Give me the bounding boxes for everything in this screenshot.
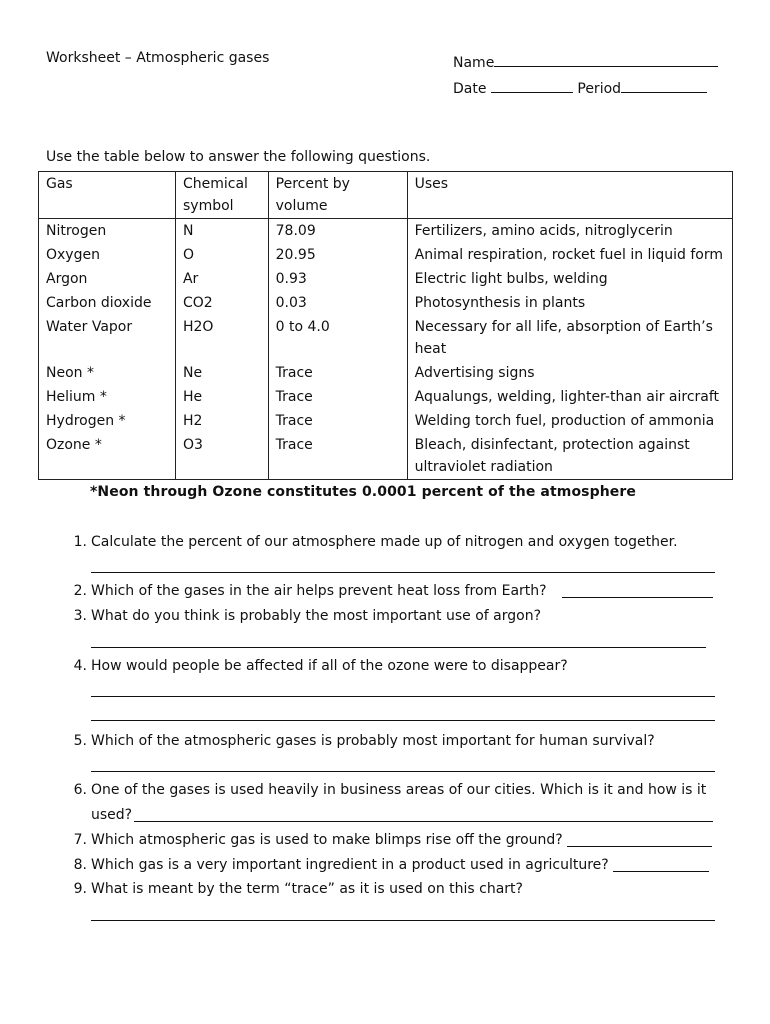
answer-line[interactable] xyxy=(91,647,706,648)
cell-gas: Carbon dioxide xyxy=(39,291,176,315)
answer-line[interactable] xyxy=(91,720,715,721)
question-number: 3. xyxy=(73,608,87,624)
cell-gas: Oxygen xyxy=(39,243,176,267)
table-row xyxy=(39,433,733,480)
table-row xyxy=(39,291,733,315)
name-date-block xyxy=(453,50,718,102)
question-text: Which of the gases in the air helps prevent heat loss from Earth? xyxy=(91,583,547,599)
cell-percent: Trace xyxy=(268,409,407,433)
question-text: Which gas is a very important ingredient in a product used in agriculture? xyxy=(91,857,609,873)
table-row xyxy=(39,361,733,385)
name-label: Name xyxy=(453,55,495,71)
question-number: 6. xyxy=(73,782,87,798)
cell-uses: Fertilizers, amino acids, nitroglycerin xyxy=(407,219,732,244)
header-symbol: Chemical symbol xyxy=(175,172,268,219)
cell-gas: Argon xyxy=(39,267,176,291)
table-header-row xyxy=(39,172,733,219)
question-number: 4. xyxy=(73,658,87,674)
cell-percent: 0.03 xyxy=(268,291,407,315)
answer-line[interactable] xyxy=(567,846,712,847)
question-number: 8. xyxy=(73,857,87,873)
question-text: One of the gases is used heavily in business areas of our cities. Which is it and how is it xyxy=(91,782,707,798)
instructions: Use the table below to answer the following questions. xyxy=(46,149,431,165)
date-label: Date xyxy=(453,81,487,97)
cell-uses: Welding torch fuel, production of ammonia xyxy=(407,409,732,433)
question-text: How would people be affected if all of the ozone were to disappear? xyxy=(91,658,568,674)
question-number: 1. xyxy=(73,534,87,550)
question-text: What is meant by the term “trace” as it is used on this chart? xyxy=(91,881,523,897)
cell-percent: 78.09 xyxy=(268,219,407,244)
cell-gas: Ozone * xyxy=(39,433,176,480)
cell-symbol: O3 xyxy=(175,433,268,480)
cell-gas: Helium * xyxy=(39,385,176,409)
worksheet-title: Worksheet – Atmospheric gases xyxy=(46,50,270,66)
atmospheric-gases-table xyxy=(38,171,733,480)
answer-line[interactable] xyxy=(134,821,713,822)
cell-symbol: Ne xyxy=(175,361,268,385)
answer-line[interactable] xyxy=(91,696,715,697)
table-row xyxy=(39,267,733,291)
question-text-continued: used? xyxy=(91,807,133,823)
cell-percent: Trace xyxy=(268,361,407,385)
answer-line[interactable] xyxy=(562,597,713,598)
cell-gas: Nitrogen xyxy=(39,219,176,244)
cell-symbol: He xyxy=(175,385,268,409)
cell-percent: Trace xyxy=(268,385,407,409)
question-number: 5. xyxy=(73,733,87,749)
cell-percent: 0 to 4.0 xyxy=(268,315,407,361)
date-row xyxy=(453,76,718,102)
cell-uses: Advertising signs xyxy=(407,361,732,385)
cell-percent: Trace xyxy=(268,433,407,480)
question-text: Which of the atmospheric gases is probably most important for human survival? xyxy=(91,733,655,749)
question-number: 7. xyxy=(73,832,87,848)
period-label: Period xyxy=(577,81,622,97)
cell-percent: 20.95 xyxy=(268,243,407,267)
cell-uses: Aqualungs, welding, lighter-than air aircraft xyxy=(407,385,732,409)
cell-percent: 0.93 xyxy=(268,267,407,291)
cell-symbol: H2O xyxy=(175,315,268,361)
cell-uses: Necessary for all life, absorption of Earth’s heat xyxy=(407,315,732,361)
question-number: 9. xyxy=(73,881,87,897)
name-field[interactable] xyxy=(494,52,718,67)
question-text: Which atmospheric gas is used to make blimps rise off the ground? xyxy=(91,832,563,848)
question-text: Calculate the percent of our atmosphere made up of nitrogen and oxygen together. xyxy=(91,534,678,550)
answer-line[interactable] xyxy=(91,920,715,921)
cell-symbol: Ar xyxy=(175,267,268,291)
table-row xyxy=(39,219,733,244)
period-field[interactable] xyxy=(621,78,707,93)
table-row xyxy=(39,315,733,361)
question-text: What do you think is probably the most important use of argon? xyxy=(91,608,542,624)
table-row xyxy=(39,243,733,267)
question-number: 2. xyxy=(73,583,87,599)
date-field[interactable] xyxy=(491,78,573,93)
name-row xyxy=(453,50,718,76)
answer-line[interactable] xyxy=(91,572,715,573)
table-footnote: *Neon through Ozone constitutes 0.0001 percent of the atmosphere xyxy=(90,484,636,500)
cell-uses: Electric light bulbs, welding xyxy=(407,267,732,291)
cell-symbol: CO2 xyxy=(175,291,268,315)
cell-uses: Animal respiration, rocket fuel in liquid form xyxy=(407,243,732,267)
table-row xyxy=(39,385,733,409)
cell-symbol: O xyxy=(175,243,268,267)
header-uses: Uses xyxy=(407,172,732,219)
cell-gas: Neon * xyxy=(39,361,176,385)
cell-gas: Water Vapor xyxy=(39,315,176,361)
header-percent: Percent by volume xyxy=(268,172,407,219)
cell-gas: Hydrogen * xyxy=(39,409,176,433)
cell-symbol: N xyxy=(175,219,268,244)
answer-line[interactable] xyxy=(613,871,709,872)
header-gas: Gas xyxy=(39,172,176,219)
table-row xyxy=(39,409,733,433)
cell-uses: Bleach, disinfectant, protection against ultraviolet radiation xyxy=(407,433,732,480)
cell-uses: Photosynthesis in plants xyxy=(407,291,732,315)
cell-symbol: H2 xyxy=(175,409,268,433)
answer-line[interactable] xyxy=(91,771,715,772)
